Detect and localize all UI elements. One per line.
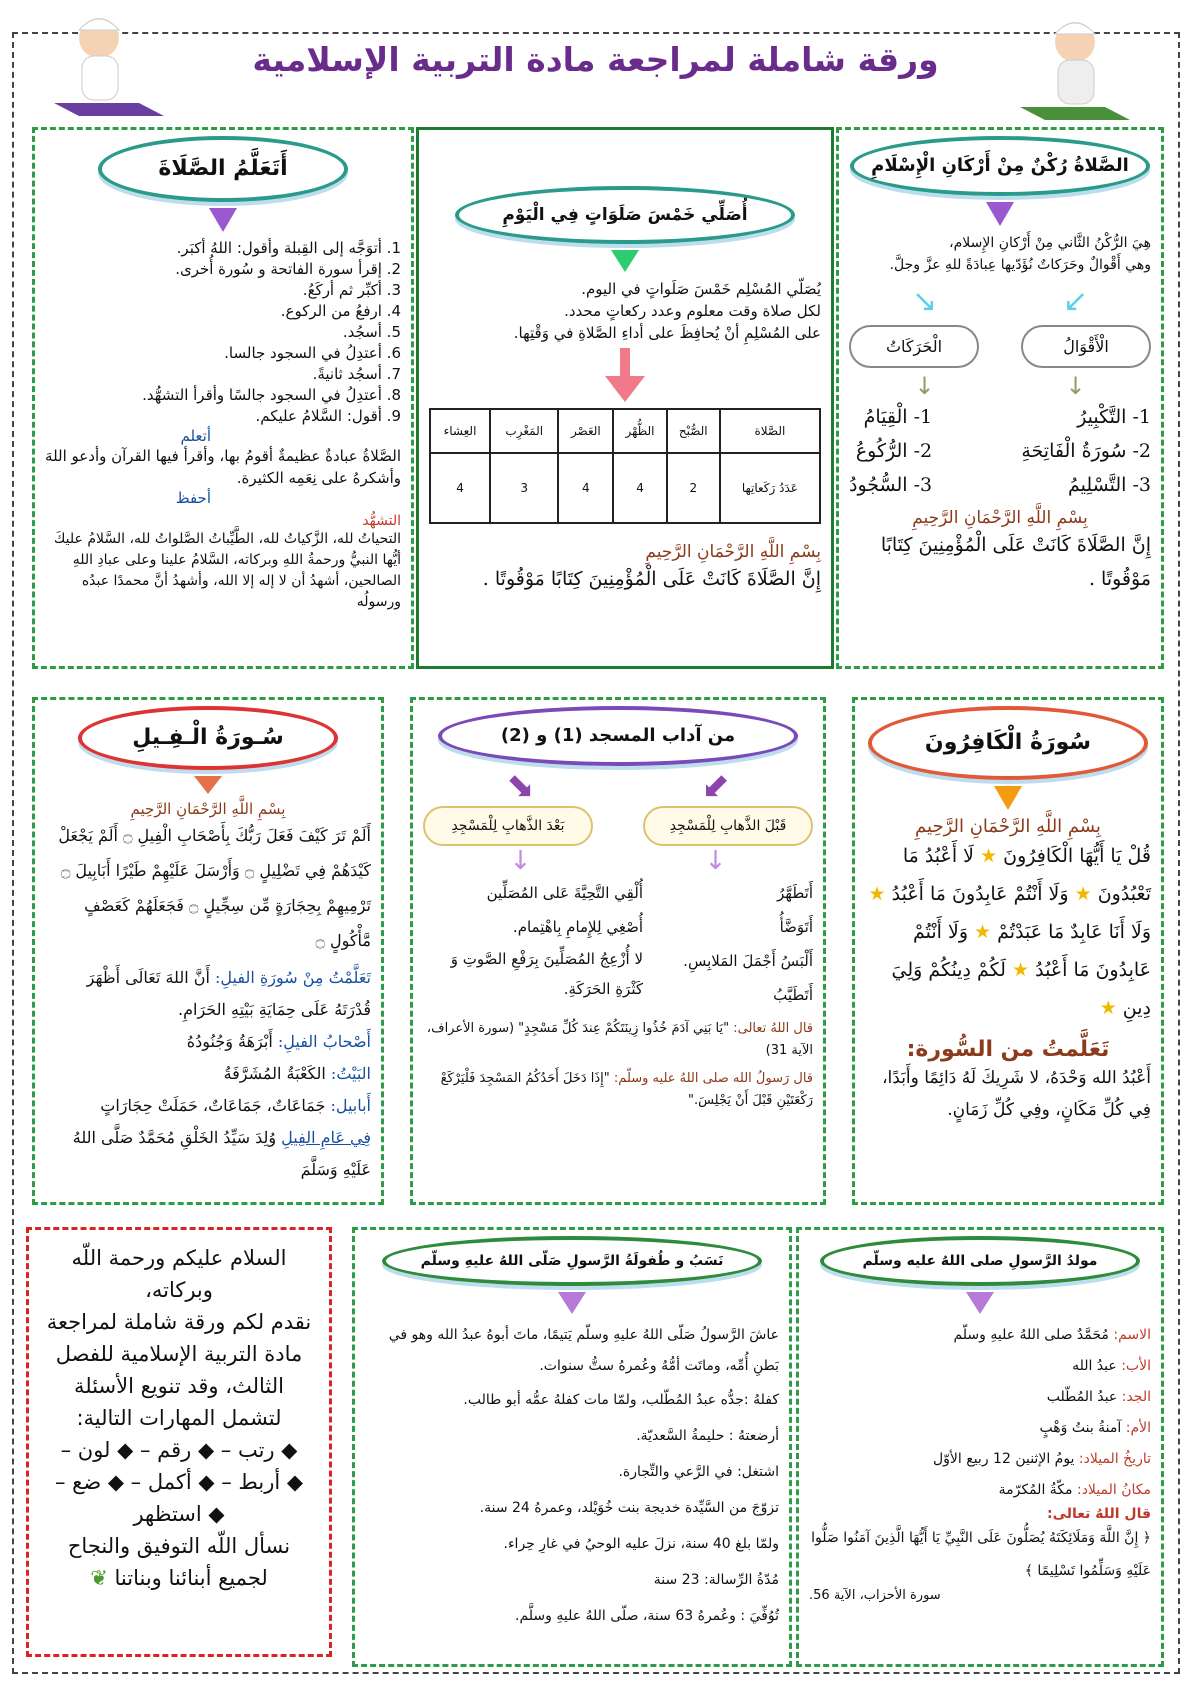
list-item: 5. أسجُد. (342, 323, 401, 341)
list-item: 4. ارفعُ من الركوع. (280, 302, 401, 320)
birth-row (809, 1351, 1151, 1382)
list-item: أَتَطَيَّبُ (773, 986, 813, 1004)
row-value: عبدُ المُطّلب (1046, 1389, 1118, 1405)
aqwal-item: 3- التَّسْلِيمُ (1068, 474, 1151, 496)
table-header: الصَّلاة (720, 409, 820, 453)
term-def: الكَعْبَةُ المُشَرَّفَةُ (223, 1064, 326, 1083)
table-header: الظُّهْر (613, 409, 666, 453)
down-arrow-icon (966, 1292, 994, 1314)
table-cell: 3 (490, 453, 558, 523)
oval-heading: أُصَلِّي خَمْسَ صَلَوَاتٍ فِي الْيَوْمِ (455, 186, 795, 244)
quran-ref: سورة الأحزاب، الآية 56. (809, 1588, 941, 1603)
term: أَبابيل: (330, 1096, 371, 1115)
table-cell: 4 (558, 453, 613, 523)
row-key: الاسم: (1113, 1327, 1151, 1343)
down-arrow-icon: ↘ (911, 284, 938, 319)
definition (45, 1090, 371, 1122)
star-icon: ★ (868, 883, 886, 905)
list-item: أُصْغِي لِلإِمامِ بِاهْتِمام. (512, 918, 643, 936)
down-arrow-icon: ↓ (1065, 372, 1086, 400)
down-arrow-icon: ↓ (704, 846, 727, 876)
lineage-line: اشتغل: في الرَّعي والتِّجارة. (618, 1464, 779, 1480)
birth-row (809, 1413, 1151, 1444)
aqwal-item: 1- التَّكْبِيرُ (1077, 406, 1151, 428)
harakat-item: 1- الْقِيَامُ (863, 406, 933, 428)
quran-quote (423, 1018, 813, 1062)
year-label: فِي عَامِ الفِيلِ (281, 1128, 371, 1147)
harakat-item: 2- الرُّكُوعُ (855, 440, 933, 462)
skills-line: ◆ أربط – ◆ أكمل – ◆ ضع – (55, 1470, 303, 1494)
quran-text: "يَا بَنِي آدَمَ خُذُوا زِينَتَكُمْ عِندَ كُلِّ مَسْجِدٍ" (سورة الأعراف، الآية 31) (426, 1021, 813, 1058)
intro-text: نقدم لكم ورقة شاملة لمراجعة مادة التربية الإسلامية للفصل الثالث، وقد تنويع الأسئلة لتشمل المهارات التالية: (46, 1310, 312, 1430)
arrow-stem (620, 348, 630, 376)
list-item: أَتَطَهَّرُ (777, 884, 813, 902)
ayah: إِنَّ الصَّلَاةَ كَانَتْ عَلَى الْمُؤْمِنِينَ كِتَابًا مَوْقُوتًا . (880, 534, 1151, 590)
down-arrow-icon: ⬋ (701, 766, 730, 806)
down-arrow-icon (994, 786, 1022, 810)
panel-intro (26, 1227, 332, 1657)
table-row-label: عَدَدُ رَكَعاتِها (720, 453, 820, 523)
aqwal-item: 2- سُورَةُ الْفَاتِحَةِ (1021, 440, 1151, 462)
star-icon: ★ (974, 921, 992, 943)
table-cell: 2 (667, 453, 720, 523)
basmala: بِسْمِ اللَّهِ الرَّحْمَانِ الرَّحِيمِ (915, 816, 1101, 837)
panel-lineage (352, 1227, 792, 1667)
hadith-quote (423, 1068, 813, 1112)
definition (45, 1026, 371, 1058)
term: أَصْحابُ الفيلِ: (277, 1032, 371, 1051)
star-icon: ★ (1012, 959, 1030, 981)
down-arrow-icon (558, 1292, 586, 1314)
table-header: العِشاء (430, 409, 490, 453)
surah-text: أَلَمْ تَرَ كَيْفَ فَعَلَ رَبُّكَ بِأَصْحَابِ الْفِيلِ ۝ أَلَمْ يَجْعَلْ كَيْدَهُمْ فِي تَضْلِيلٍ ۝ وَأَرْسَلَ عَلَيْهِمْ طَيْرًا أَبَابِيلَ ۝ تَرْمِيهِمْ بِحِجَارَةٍ مِّن سِجِّيلٍ ۝ فَجَعَلَهُمْ كَعَصْفٍ مَّأْكُولٍ ۝ (58, 826, 371, 950)
star-icon: ★ (1099, 997, 1117, 1019)
verse: قُلْ يَا أَيُّهَا الْكَافِرُونَ (1003, 845, 1151, 867)
surah-text (865, 837, 1151, 1027)
oval-heading: الصَّلاةُ رُكْنٌ مِنْ أَرْكَانِ الْإِسْلَامِ (850, 136, 1150, 196)
list-item: لا أُزْعِجُ المُصَلِّينَ بِرَفْعِ الصَّوتِ وَ كَثْرَةِ الحَرَكَةِ. (450, 950, 643, 998)
table-header: المَغْرِب (490, 409, 558, 453)
oval-heading: أَتَعَلَّمُ الصَّلَاةَ (98, 136, 348, 202)
greeting: السلام عليكم ورحمة اللّه وبركاته، (71, 1246, 287, 1302)
row-key: الأم: (1125, 1420, 1151, 1436)
star-icon: ★ (1074, 883, 1092, 905)
hadith-text: "إِذَا دَخَلَ أَحَدُكُمُ المَسْجِدَ فَلْيَرْكَعْ رَكْعَتَيْنِ قَبْلَ أَنْ يَجْلِسَ." (440, 1071, 813, 1108)
oval-heading: من آداب المسجد (1) و (2) (438, 706, 798, 766)
birth-row (809, 1320, 1151, 1351)
learn-text: الصَّلاةُ عبادةٌ عظيمةٌ أقومُ بها، وأقرأ فيها القرآن وأدعو اللهَ وأشكرهُ على نِعَمِه الكثيرة. (45, 447, 401, 487)
oval-heading: سُورَةُ الْكَافِرُونَ (868, 706, 1148, 780)
hadith-label: قال رَسولُ الله صلى اللهُ عليه وسلّم: (613, 1071, 813, 1086)
row-value: مكّةُ المُكرّمة (998, 1482, 1073, 1498)
quran-label: قال اللهُ تعالى: (1046, 1506, 1151, 1522)
down-arrow-icon (209, 208, 237, 232)
panel-kafirun (852, 697, 1164, 1205)
down-arrow-icon: ↙ (1062, 284, 1089, 319)
oval-heading: سُـورَةُ الْـفِـيلِ (78, 706, 338, 770)
verse: وَلَا أَنْتُمْ عَابِدُونَ مَا أَعْبُدُ (913, 921, 1151, 981)
down-arrow-icon (611, 250, 639, 272)
down-arrow-icon: ↓ (509, 846, 532, 876)
skills-line: ◆ استظهر (133, 1502, 225, 1526)
verse: وَلَا أَنْتُمْ عَابِدُونَ مَا أَعْبُدُ (891, 883, 1069, 905)
panel-mosque-manners (410, 697, 826, 1205)
birth-row (809, 1382, 1151, 1413)
term-def: جَمَاعَاتٌ، جَمَاعَاتٌ، حَمَلَتْ حِجَارَاتٍ (100, 1096, 326, 1115)
row-value: يومُ الإثنين 12 ربيع الأوّل (933, 1451, 1075, 1467)
row-value: آمنةُ بنتُ وَهْبٍ (1039, 1420, 1122, 1436)
definition-line: هِيَ الرُّكْنُ الثَّاني مِنْ أَرْكانِ الإِسلام، (949, 235, 1151, 251)
oval-heading: مولدُ الرَّسولِ صلى اللهُ عليه وسلّم (820, 1236, 1140, 1286)
down-arrow-icon: ↓ (914, 372, 935, 400)
table-cell: 4 (430, 453, 490, 523)
basmala: بِسْمِ اللَّهِ الرَّحْمَانِ الرَّحِيمِ (912, 508, 1088, 528)
harakat-item: 3- السُّجُودُ (849, 474, 933, 496)
oval-heading: نَسَبُ و طُفولَةُ الرَّسولِ صَلّى اللهُ عليهِ وسلّم (382, 1236, 762, 1286)
sprout-icon: ❦ (90, 1566, 108, 1590)
lineage-line: أرضعتهُ : حليمةُ السَّعديّة. (636, 1428, 779, 1444)
panel-learn-salah (32, 127, 414, 669)
before-list (663, 876, 813, 1012)
row-value: عبدُ الله (1072, 1358, 1117, 1374)
birth-row (809, 1444, 1151, 1475)
learned-label: تَعَلَّمْتُ مِنْ سُورَةِ الفيلِ: (215, 968, 371, 987)
lineage-line: ولمّا بلغ 40 سنة، نزلَ عليه الوحيُ في غارِ حِراء. (503, 1536, 779, 1552)
table-header: الصُّبْح (667, 409, 720, 453)
list-item: أَتَوَضَّأُ (779, 918, 813, 936)
panel-birth (796, 1227, 1164, 1667)
year-of-elephant (45, 1122, 371, 1186)
panel-salah-pillar (836, 127, 1164, 669)
closing: نسأل اللّه التوفيق والنجاح لجميع أبنائنا وبناتنا (67, 1534, 291, 1590)
lineage-line: عاشَ الرَّسولُ صَلّى اللهُ عليهِ وسلّم يَتيمًا، ماتَ أبوهُ عبدُ الله وهو في بَطنِ أُمِّه، وماتَت أمُّهُ وعُمرهُ ستُّ سنوات. (388, 1327, 779, 1374)
row-key: تاريخُ الميلاد: (1078, 1451, 1151, 1467)
cloud-after: بَعْدَ الذَّهابِ لِلْمَسْجِدِ (423, 806, 593, 846)
definition-line: وهي أَقْوالٌ وحَرَكاتٌ نُؤَدّيها عِبادَةً للهِ عزَّ وجلَّ. (889, 257, 1151, 273)
tashahhud-label: التشهُّد (362, 513, 401, 529)
prayer-table (429, 408, 821, 524)
year-text: وُلِدَ سَيِّدُ الخَلْقِ مُحَمَّدٌ صَلَّى اللهُ عَلَيْهِ وَسَلَّمَ (72, 1128, 371, 1179)
learned-title: تَعَلَّمتُ من السُّورة: (906, 1037, 1110, 1062)
list-item: 6. أعتدِلُ في السجود جالسا. (224, 344, 401, 362)
learn-label: أتعلم (180, 427, 211, 445)
quran-text: ﴿ إِنَّ اللَّهَ وَمَلَائِكَتَهُ يُصَلُّونَ عَلَى النَّبِيِّ يَا أَيُّهَا الَّذِينَ آمَنُوا صَلُّوا عَلَيْهِ وَسَلِّمُوا تَسْلِيمًا ﴾ (811, 1530, 1151, 1579)
lineage-line: كفلهُ :جدُّه عبدُ المُطّلب، ولمّا مات كفلهُ عمُّه أبو طالب. (463, 1392, 779, 1408)
tashahhud-text: التحياتُ لله، الزَّكياتُ لله، الطَّيِّباتُ الصَّلواتُ لله، السَّلامُ عليكَ أيُّها النبيُّ ورحمةُ اللهِ وبركاته، السَّلامُ علينا وعلى عبادِ اللهِ الصالحين، أشهدُ أن لا إله إلا الله، وأشهدُ أنَّ محمدًا عبدُه ورسولُه (53, 531, 401, 610)
lineage-line: تُوُفِّيَ : وعُمرهُ 63 سنة، صلّى اللهُ عليهِ وسلَّم. (515, 1608, 779, 1624)
cloud-aqwal: الْأَقْوَالُ (1021, 325, 1151, 368)
list-item: 3. أكبِّر ثم أركَعُ. (302, 281, 401, 299)
steps-list (45, 238, 401, 427)
basmala: بِسْمِ اللَّهِ الرَّحْمَانِ الرَّحِيمِ (130, 800, 286, 818)
down-arrow-icon (605, 376, 645, 402)
list-item: 7. أسجُد ثانيةً. (312, 365, 401, 383)
basmala: بِسْمِ اللَّهِ الرَّحْمَانِ الرَّحِيمِ (645, 542, 821, 562)
quran-label: قال اللهُ تعالى: (733, 1021, 813, 1036)
list-item: 2. إقرأ سورة الفاتحة و سُورة أُخرى. (175, 260, 401, 278)
row-key: مكانُ الميلاد: (1076, 1482, 1151, 1498)
definition (45, 1058, 371, 1090)
list-item: 9. أقول: السَّلامُ عليكم. (255, 407, 401, 425)
lineage-line: تزوّجَ من السَّيِّدة خديجة بنت خُوَيْلد، وعمرهُ 24 سنة. (479, 1500, 779, 1516)
cloud-before: قَبْلَ الذَّهابِ لِلْمَسْجِدِ (643, 806, 813, 846)
learned-block (45, 962, 371, 1026)
row-value: مُحَمَّدٌ صلى اللهُ عليهِ وسلّم (953, 1327, 1109, 1343)
learned-text: أَعْبُدُ الله وَحْدَهُ، لا شَرِيكَ لَهُ دَائِمًا وأَبَدًا، فِي كُلِّ مَكَانٍ، وفِي كُلِّ زَمَانٍ. (882, 1068, 1151, 1120)
after-list (423, 876, 643, 1012)
cloud-harakat: الْحَرَكَاتُ (849, 325, 979, 368)
down-arrow-icon (194, 776, 222, 794)
down-arrow-icon: ⬊ (506, 766, 535, 806)
list-item: أُلْقِي التَّحِيَّةَ عَلى المُصَلِّين (486, 884, 643, 902)
panel-five-prayers (416, 127, 834, 669)
birth-row (809, 1475, 1151, 1506)
list-item: أَلْبَسُ أَجْمَلَ المَلابِسِ. (683, 952, 813, 970)
page-title: ورقة شاملة لمراجعة مادة التربية الإسلامية (252, 40, 939, 79)
closing-text (43, 1530, 315, 1594)
panel-fil (32, 697, 384, 1205)
table-header: العَصْر (558, 409, 613, 453)
table-cell: 4 (613, 453, 666, 523)
down-arrow-icon (986, 202, 1014, 226)
verse: لَكُمْ دِينُكُمْ وَلِيَ دِينِ (891, 959, 1151, 1019)
prayer-line: يُصَلّي المُسْلِم خَمْسَ صَلَواتٍ في اليوم. (581, 280, 821, 298)
memorize-label: أحفظ (175, 489, 211, 507)
term-def: أَبْرَهَةُ وَجُنُودُهُ (186, 1032, 273, 1051)
prayer-line: لكل صلاة وقت معلوم وعدد ركعاتٍ محدد. (564, 302, 821, 320)
list-item: 1. أتوَجَّه إلى القِبلة وأقول: اللهُ أكبَر. (176, 239, 401, 257)
skills-line: ◆ رتب – ◆ رقم – ◆ لون – (60, 1438, 298, 1462)
verse: وَلَا أَنَا عَابِدٌ مَا عَبَدْتُمْ (997, 921, 1151, 943)
ayah: إِنَّ الصَّلَاةَ كَانَتْ عَلَى الْمُؤْمِنِينَ كِتَابًا مَوْقُوتًا . (482, 568, 821, 590)
star-icon: ★ (980, 845, 998, 867)
term: البَيْتُ: (330, 1064, 371, 1083)
lineage-line: مُدّةُ الرِّسالة: 23 سنة (653, 1572, 779, 1588)
row-key: الأب: (1121, 1358, 1151, 1374)
list-item: 8. أعتدِلُ في السجود جالسًا وأقرأ التشهُّد. (142, 386, 401, 404)
row-key: الجد: (1121, 1389, 1151, 1405)
learned-text: أَنَّ اللهَ تَعَالَى أَظْهَرَ قُدْرَتَهُ عَلَى حِمَايَةِ بَيْتِهِ الحَرَامِ. (86, 968, 371, 1019)
verse: لَا أَعْبُدُ مَا تَعْبُدُونَ (902, 845, 1151, 905)
prayer-line: على المُسْلِمِ أنْ يُحافِظَ على أداءِ الصَّلاةِ في وَقْتِها. (513, 324, 821, 342)
